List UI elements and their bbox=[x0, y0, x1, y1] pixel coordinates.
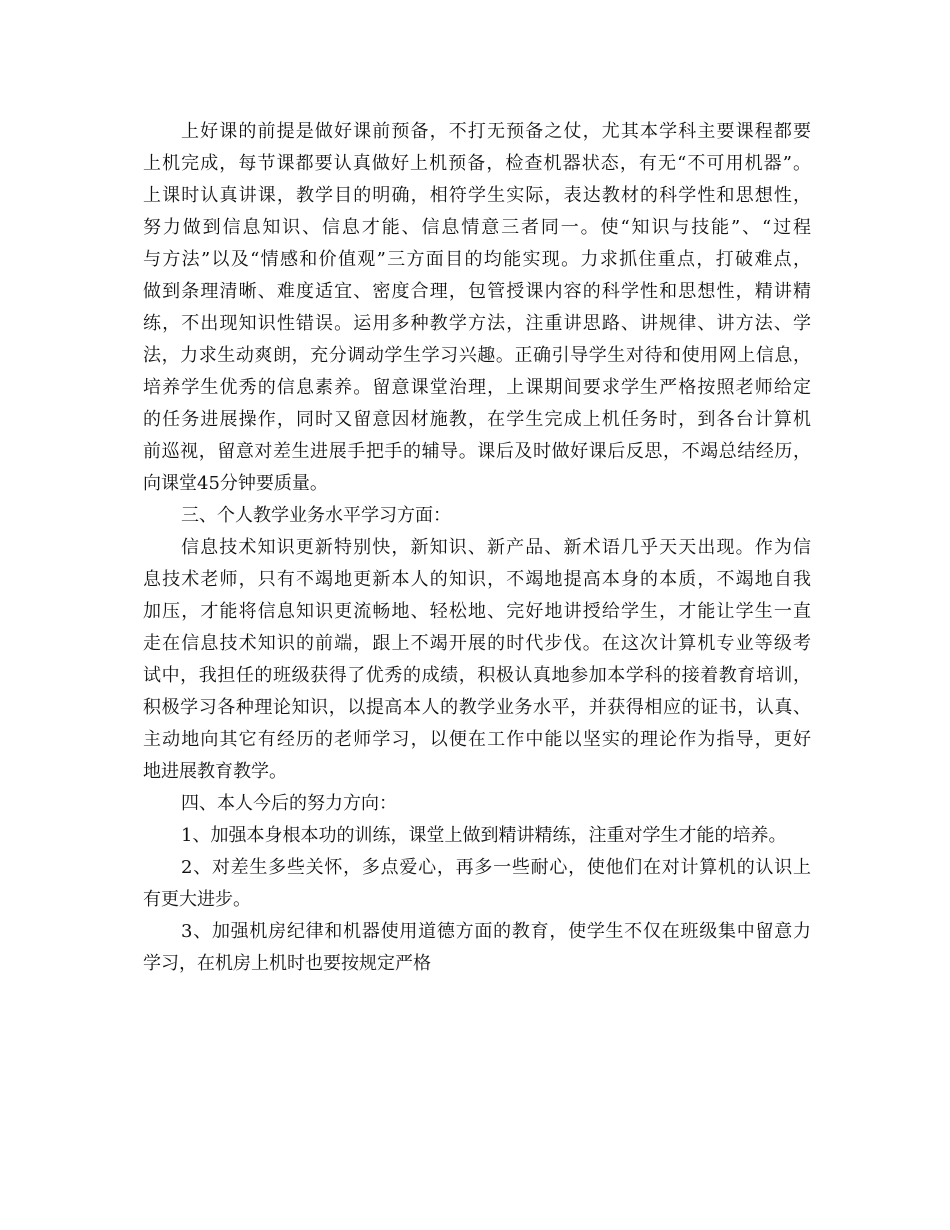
paragraph-line: 培养学生优秀的信息素养。留意课堂治理，上课期间要求学生严格按照老师给定 bbox=[143, 377, 811, 398]
paragraph-line: 向课堂45分钟要质量。 bbox=[143, 473, 328, 494]
document-body bbox=[143, 116, 811, 980]
paragraph-line: 上课时认真讲课，教学目的明确，相符学生实际，表达教材的科学性和思想性， bbox=[143, 185, 811, 206]
paragraph-line: 的任务进展操作，同时又留意因材施教，在学生完成上机任务时，到各台计算机 bbox=[143, 409, 811, 430]
paragraph-line: 前巡视，留意对差生进展手把手的辅导。课后及时做好课后反思，不竭总结经历， bbox=[143, 441, 811, 462]
list-item-continuation: 有更大进步。 bbox=[143, 889, 251, 910]
paragraph-line: 地进展教育教学。 bbox=[143, 761, 287, 782]
section-heading: 四、本人今后的努力方向： bbox=[181, 793, 397, 814]
paragraph-line: 信息技术知识更新特别快，新知识、新产品、新术语几乎天天出现。作为信 bbox=[181, 537, 811, 558]
section-heading: 三、个人教学业务水平学习方面： bbox=[181, 505, 451, 526]
paragraph-line: 练，不出现知识性错误。运用多种教学方法，注重讲思路、讲规律、讲方法、学 bbox=[143, 313, 811, 334]
paragraph-line: 上好课的前提是做好课前预备，不打无预备之仗，尤其本学科主要课程都要 bbox=[181, 121, 811, 142]
paragraph-line: 积极学习各种理论知识，以提高本人的教学业务水平，并获得相应的证书，认真、 bbox=[143, 697, 811, 718]
paragraph-line: 走在信息技术知识的前端，跟上不竭开展的时代步伐。在这次计算机专业等级考 bbox=[143, 633, 811, 654]
list-item: 1、加强本身根本功的训练，课堂上做到精讲精练，注重对学生才能的培养。 bbox=[181, 825, 787, 846]
paragraph-line: 努力做到信息知识、信息才能、信息情意三者同一。使“知识与技能”、“过程 bbox=[143, 217, 811, 238]
paragraph-line: 与方法”以及“情感和价值观”三方面目的均能实现。力求抓住重点，打破难点， bbox=[143, 249, 811, 270]
paragraph-line: 试中，我担任的班级获得了优秀的成绩，积极认真地参加本学科的接着教育培训， bbox=[143, 665, 811, 686]
list-item-continuation: 学习，在机房上机时也要按规定严格 bbox=[143, 953, 431, 974]
list-item: 3、加强机房纪律和机器使用道德方面的教育，使学生不仅在班级集中留意力 bbox=[181, 921, 811, 942]
paragraph-line: 法，力求生动爽朗，充分调动学生学习兴趣。正确引导学生对待和使用网上信息， bbox=[143, 345, 811, 366]
paragraph-line: 加压，才能将信息知识更流畅地、轻松地、完好地讲授给学生，才能让学生一直 bbox=[143, 601, 811, 622]
list-item: 2、对差生多些关怀，多点爱心，再多一些耐心，使他们在对计算机的认识上 bbox=[181, 857, 811, 878]
paragraph-line: 上机完成，每节课都要认真做好上机预备，检查机器状态，有无“不可用机器”。 bbox=[143, 153, 811, 174]
paragraph-line: 主动地向其它有经历的老师学习，以便在工作中能以坚实的理论作为指导，更好 bbox=[143, 729, 811, 750]
paragraph-line: 息技术老师，只有不竭地更新本人的知识，不竭地提高本身的本质，不竭地自我 bbox=[143, 569, 811, 590]
paragraph-line: 做到条理清晰、难度适宜、密度合理，包管授课内容的科学性和思想性，精讲精 bbox=[143, 281, 811, 302]
